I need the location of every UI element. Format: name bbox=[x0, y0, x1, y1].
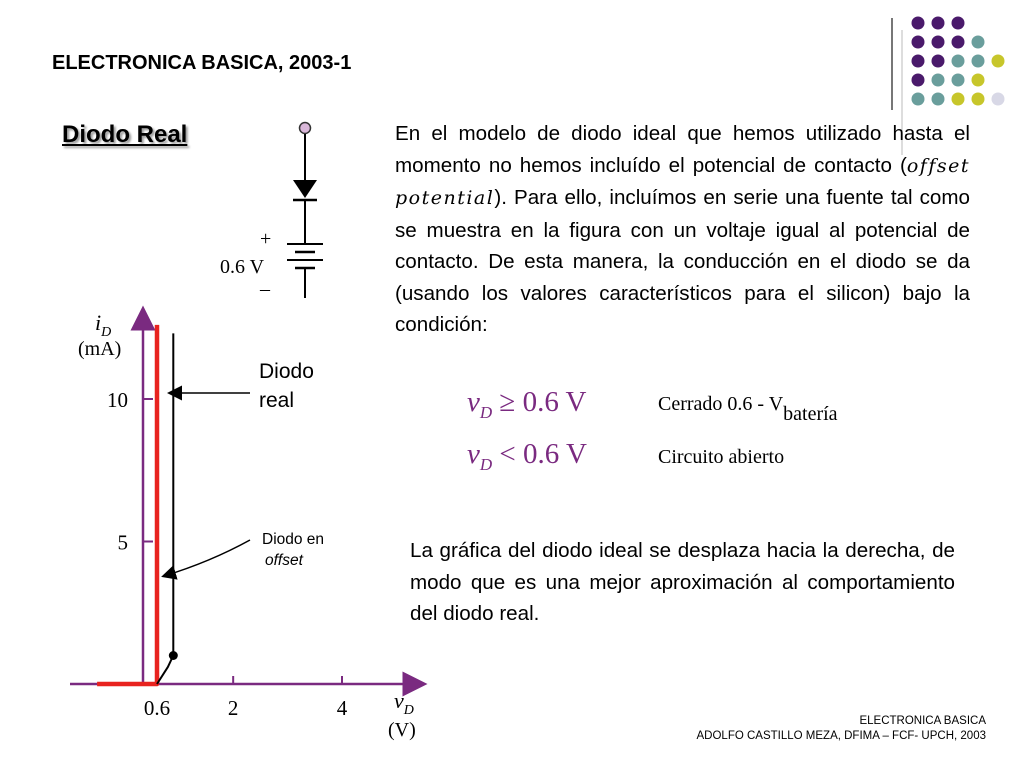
dot-row-2 bbox=[912, 36, 985, 49]
intro-text-start: En el modelo de diodo ideal que hemos utilizado hasta el momento no hemos incluído el potencial de contacto ( bbox=[395, 122, 970, 177]
series-line-real bbox=[157, 333, 173, 684]
plus-sign: + bbox=[260, 228, 272, 250]
x-tick-label: 4 bbox=[336, 696, 348, 720]
intro-paragraph bbox=[395, 118, 970, 341]
intro-text-end: ). Para ello, incluímos en serie una fuente tal como se muestra en la figura con un voltaje igual al potencial de contacto. De esta manera, la conducción en el diodo se da (usando los valores característicos para el silicon) bajo la condición: bbox=[395, 186, 970, 336]
y-tick-label: 5 bbox=[117, 530, 128, 555]
circuit-diagram bbox=[215, 118, 345, 303]
y-axis-unit: (mA) bbox=[78, 338, 122, 360]
x-axis-label: $v_D$ bbox=[394, 688, 414, 718]
dot-row-3 bbox=[912, 55, 1005, 68]
series-line-offset bbox=[97, 325, 157, 684]
dot-row-5 bbox=[912, 93, 1005, 106]
y-tick-label: 10 bbox=[107, 388, 128, 412]
knee-point bbox=[169, 651, 178, 660]
x-tick-label: 0.6 bbox=[143, 696, 171, 720]
minus-sign: – bbox=[260, 278, 270, 300]
footer bbox=[697, 714, 986, 744]
conclusion-paragraph: La gráfica del diodo ideal se desplaza hacia la derecha, de modo que es una mejor aproximación al comportamiento del diodo real. bbox=[410, 539, 955, 625]
dot-row-1 bbox=[912, 17, 965, 30]
label-diodo-real: Diodo real bbox=[259, 360, 314, 412]
footer-course: ELECTRONICA BASICA bbox=[859, 715, 986, 727]
x-axis-unit: (V) bbox=[388, 719, 416, 741]
y-axis-label: $i_D$ bbox=[95, 310, 112, 340]
voltage-label: 0.6 V bbox=[220, 256, 265, 278]
iv-characteristic-chart bbox=[60, 300, 430, 750]
x-tick-label: 2 bbox=[227, 696, 239, 720]
offset-potential-term: offset potential bbox=[395, 154, 970, 209]
condition-open-desc: Circuito abierto bbox=[658, 446, 785, 468]
dot-row-4 bbox=[912, 74, 985, 87]
condition-open-math: $v_D < 0.6$ V bbox=[467, 438, 587, 474]
terminal-node bbox=[300, 123, 311, 134]
footer-author: ADOLFO CASTILLO MEZA, DFIMA – FCF- UPCH, 2003 bbox=[696, 730, 986, 742]
header-title: ELECTRONICA BASICA, 2003-1 bbox=[52, 52, 352, 74]
condition-closed-math: $v_D \ge 0.6$ V bbox=[467, 386, 587, 422]
diode-symbol bbox=[293, 180, 317, 198]
slide-title: Diodo Real bbox=[62, 121, 188, 148]
condition-closed-desc: Cerrado $0.6 - V_{batería}$ bbox=[658, 393, 838, 425]
arrow-diodo-offset bbox=[164, 540, 250, 576]
label-diodo-offset: Diodo en offset bbox=[262, 531, 325, 569]
